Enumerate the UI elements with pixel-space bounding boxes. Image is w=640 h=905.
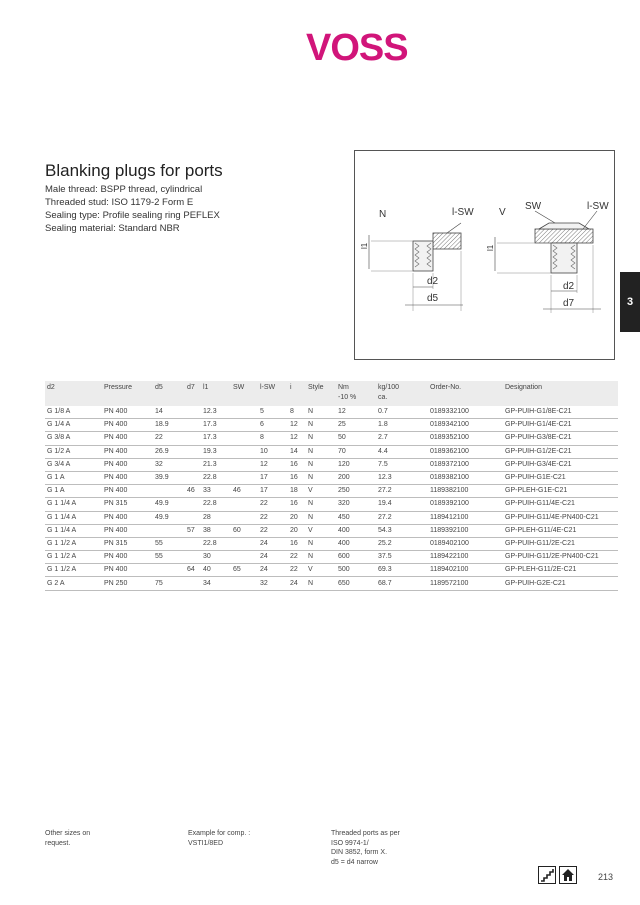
table-cell — [231, 471, 258, 484]
column-header: SW — [231, 381, 258, 406]
table-cell: 20 — [288, 511, 306, 524]
table-cell: 250 — [336, 485, 376, 498]
table-cell: 57 — [185, 524, 201, 537]
table-cell: 22 — [258, 524, 288, 537]
label-v: V — [499, 207, 506, 218]
table-cell: 1189392100 — [428, 524, 503, 537]
table-row — [45, 537, 618, 550]
table-cell: 65 — [231, 564, 258, 577]
table-cell: 22 — [258, 511, 288, 524]
table-cell: PN 400 — [102, 432, 153, 445]
table-cell: 55 — [153, 537, 185, 550]
table-cell — [185, 577, 201, 590]
table-cell — [231, 445, 258, 458]
table-cell: 22.8 — [201, 471, 231, 484]
table-cell: N — [306, 551, 336, 564]
table-cell: G 1 1/2 A — [45, 537, 102, 550]
table-row — [45, 551, 618, 564]
spec-sealing-type: Sealing type: Profile sealing ring PEFLEX — [45, 210, 220, 221]
table-cell — [185, 458, 201, 471]
table-cell: 68.7 — [376, 577, 428, 590]
table-cell: 39.9 — [153, 471, 185, 484]
table-cell: N — [306, 406, 336, 419]
column-header: kg/100 ca. — [376, 381, 428, 406]
label-l1-n: l1 — [360, 242, 369, 249]
table-cell: G 1 1/2 A — [45, 551, 102, 564]
table-cell: 18.9 — [153, 419, 185, 432]
table-cell: 46 — [185, 485, 201, 498]
table-cell: PN 400 — [102, 406, 153, 419]
table-cell: G 3/4 A — [45, 458, 102, 471]
table-row — [45, 511, 618, 524]
table-cell: 2.7 — [376, 432, 428, 445]
table-cell: 24 — [258, 551, 288, 564]
table-cell: PN 400 — [102, 551, 153, 564]
table-cell: G 1 1/4 A — [45, 511, 102, 524]
table-cell: N — [306, 432, 336, 445]
column-header: d5 — [153, 381, 185, 406]
table-cell: 450 — [336, 511, 376, 524]
table-cell: GP-PUIH-G11/2E-PN400-C21 — [503, 551, 618, 564]
table-cell: 400 — [336, 537, 376, 550]
table-cell: N — [306, 458, 336, 471]
table-row — [45, 432, 618, 445]
home-icon[interactable] — [559, 866, 577, 884]
table-cell: 0189352100 — [428, 432, 503, 445]
column-header: Pressure — [102, 381, 153, 406]
table-row — [45, 498, 618, 511]
table-cell: GP-PUIH-G11/4E-C21 — [503, 498, 618, 511]
table-cell: 69.3 — [376, 564, 428, 577]
table-cell: 28 — [201, 511, 231, 524]
table-cell: GP-PUIH-G1/2E-C21 — [503, 445, 618, 458]
table-cell: GP-PLEH-G11/2E-C21 — [503, 564, 618, 577]
table-cell: PN 400 — [102, 458, 153, 471]
table-cell: 16 — [288, 537, 306, 550]
table-cell: 16 — [288, 471, 306, 484]
table-cell: G 2 A — [45, 577, 102, 590]
table-cell: GP-PUIH-G11/2E-C21 — [503, 537, 618, 550]
table-cell: 8 — [258, 432, 288, 445]
table-cell: 26.9 — [153, 445, 185, 458]
column-header: l-SW — [258, 381, 288, 406]
table-cell: 25.2 — [376, 537, 428, 550]
table-cell: G 3/8 A — [45, 432, 102, 445]
column-header: Order-No. — [428, 381, 503, 406]
table-cell: GP-PUIH-G1E-C21 — [503, 471, 618, 484]
table-cell: 24 — [258, 537, 288, 550]
table-cell — [185, 511, 201, 524]
table-row — [45, 564, 618, 577]
label-d7: d7 — [563, 298, 575, 309]
table-row — [45, 471, 618, 484]
table-cell: G 1/4 A — [45, 419, 102, 432]
table-cell: 16 — [288, 458, 306, 471]
table-cell: N — [306, 419, 336, 432]
table-cell: 37.5 — [376, 551, 428, 564]
label-lsw-v: l-SW — [587, 201, 609, 212]
table-cell — [231, 419, 258, 432]
table-cell: PN 400 — [102, 485, 153, 498]
table-cell: PN 400 — [102, 524, 153, 537]
table-cell: GP-PUIH-G3/8E-C21 — [503, 432, 618, 445]
table-row — [45, 419, 618, 432]
table-cell: GP-PLEH-G11/4E-C21 — [503, 524, 618, 537]
table-cell: N — [306, 511, 336, 524]
page-number: 213 — [598, 872, 614, 882]
table-cell — [231, 511, 258, 524]
table-cell: 0189382100 — [428, 471, 503, 484]
table-cell: PN 250 — [102, 577, 153, 590]
table-cell: 22.8 — [201, 537, 231, 550]
table-cell — [231, 537, 258, 550]
table-cell: 12 — [336, 406, 376, 419]
table-cell: PN 400 — [102, 445, 153, 458]
technical-drawing — [354, 150, 615, 360]
drawing-svg — [355, 151, 616, 361]
table-cell: G 1/8 A — [45, 406, 102, 419]
table-cell: 64 — [185, 564, 201, 577]
table-cell — [231, 498, 258, 511]
table-cell: 19.4 — [376, 498, 428, 511]
table-cell: 8 — [288, 406, 306, 419]
footer-note-example: Example for comp. : VSTI1/8ED — [188, 830, 251, 847]
table-row — [45, 406, 618, 419]
page-title: Blanking plugs for ports — [45, 161, 223, 181]
table-cell: PN 400 — [102, 419, 153, 432]
table-cell: 19.3 — [201, 445, 231, 458]
footer-note-ports: Threaded ports as per ISO 9974-1/ DIN 3852, form X. d5 = d4 narrow — [331, 830, 400, 866]
table-cell: 14 — [153, 406, 185, 419]
table-cell: 18 — [288, 485, 306, 498]
table-cell: 200 — [336, 471, 376, 484]
table-cell — [185, 445, 201, 458]
table-cell: 1189422100 — [428, 551, 503, 564]
spec-male-thread: Male thread: BSPP thread, cylindrical — [45, 184, 203, 195]
table-cell — [153, 524, 185, 537]
table-cell: 0189392100 — [428, 498, 503, 511]
column-header: Nm -10 % — [336, 381, 376, 406]
table-cell: G 1 A — [45, 485, 102, 498]
table-cell: 22.8 — [201, 498, 231, 511]
table-cell: 12 — [288, 419, 306, 432]
table-cell: 0189402100 — [428, 537, 503, 550]
table-cell — [153, 485, 185, 498]
plug-n-drawing — [369, 223, 463, 311]
table-cell: 17 — [258, 471, 288, 484]
table-cell: GP-PUIH-G11/4E-PN400-C21 — [503, 511, 618, 524]
column-header: d7 — [185, 381, 201, 406]
table-cell: 5 — [258, 406, 288, 419]
table-cell: N — [306, 445, 336, 458]
table-cell: 38 — [201, 524, 231, 537]
product-table — [45, 381, 618, 591]
table-cell: 1189402100 — [428, 564, 503, 577]
table-cell: 14 — [288, 445, 306, 458]
table-row — [45, 577, 618, 590]
table-cell: 60 — [231, 524, 258, 537]
table-cell: 20 — [288, 524, 306, 537]
table-cell: G 1/2 A — [45, 445, 102, 458]
table-cell: GP-PLEH-G1E-C21 — [503, 485, 618, 498]
table-cell: 30 — [201, 551, 231, 564]
label-sw: SW — [525, 201, 542, 212]
table-cell: 4.4 — [376, 445, 428, 458]
table-cell: 12 — [258, 458, 288, 471]
table-cell — [231, 458, 258, 471]
table-cell: 0189362100 — [428, 445, 503, 458]
table-header-row — [45, 381, 618, 406]
table-cell: 22 — [288, 564, 306, 577]
table-cell: V — [306, 564, 336, 577]
table-cell — [231, 577, 258, 590]
table-cell: 33 — [201, 485, 231, 498]
label-d2-n: d2 — [427, 276, 439, 287]
table-cell: PN 400 — [102, 471, 153, 484]
table-cell: 1189382100 — [428, 485, 503, 498]
column-header: Designation — [503, 381, 618, 406]
spec-list — [45, 183, 220, 235]
table-cell: N — [306, 498, 336, 511]
table-cell: 49.9 — [153, 511, 185, 524]
table-cell: 0189342100 — [428, 419, 503, 432]
table-cell: 22 — [288, 551, 306, 564]
table-cell: 22 — [258, 498, 288, 511]
table-cell: N — [306, 577, 336, 590]
table-cell: G 1 1/2 A — [45, 564, 102, 577]
table-cell: 17.3 — [201, 419, 231, 432]
table-cell: 120 — [336, 458, 376, 471]
nav-icons — [538, 866, 577, 884]
table-cell — [153, 564, 185, 577]
table-body — [45, 406, 618, 590]
table-cell: 1189412100 — [428, 511, 503, 524]
table-cell — [231, 551, 258, 564]
spec-sealing-material: Sealing material: Standard NBR — [45, 223, 180, 234]
table-cell: G 1 1/4 A — [45, 524, 102, 537]
table-cell: 40 — [201, 564, 231, 577]
table-cell: 12.3 — [376, 471, 428, 484]
table-cell — [185, 471, 201, 484]
column-header: i — [288, 381, 306, 406]
table-cell: 54.3 — [376, 524, 428, 537]
stairs-icon[interactable] — [538, 866, 556, 884]
label-d5: d5 — [427, 293, 439, 304]
table-cell: 16 — [288, 498, 306, 511]
table-cell: GP-PUIH-G1/8E-C21 — [503, 406, 618, 419]
table-cell: 24 — [258, 564, 288, 577]
table-cell: 75 — [153, 577, 185, 590]
table-cell: 400 — [336, 524, 376, 537]
label-lsw-n: l-SW — [452, 207, 474, 218]
table-cell: 22 — [153, 432, 185, 445]
table-cell: GP-PUIH-G2E-C21 — [503, 577, 618, 590]
label-l1-v: l1 — [486, 244, 495, 251]
table-cell: N — [306, 471, 336, 484]
table-row — [45, 458, 618, 471]
table-cell — [231, 432, 258, 445]
table-cell: GP-PUIH-G3/4E-C21 — [503, 458, 618, 471]
table-cell: GP-PUIH-G1/4E-C21 — [503, 419, 618, 432]
table-cell: PN 315 — [102, 498, 153, 511]
table-cell: 1189572100 — [428, 577, 503, 590]
table-cell: 21.3 — [201, 458, 231, 471]
table-cell: 12.3 — [201, 406, 231, 419]
table-cell — [185, 537, 201, 550]
table-cell: N — [306, 537, 336, 550]
column-header: l1 — [201, 381, 231, 406]
table-cell: 0189372100 — [428, 458, 503, 471]
table-cell: 6 — [258, 419, 288, 432]
table-cell: 50 — [336, 432, 376, 445]
table-cell: 17 — [258, 485, 288, 498]
table-cell: 27.2 — [376, 511, 428, 524]
table-cell — [185, 551, 201, 564]
table-cell: 600 — [336, 551, 376, 564]
label-d2-v: d2 — [563, 281, 575, 292]
table-cell: 32 — [258, 577, 288, 590]
spec-threaded-stud: Threaded stud: ISO 1179-2 Form E — [45, 197, 194, 208]
table-cell: 32 — [153, 458, 185, 471]
section-tab[interactable]: 3 — [620, 272, 640, 332]
column-header: Style — [306, 381, 336, 406]
table-cell: 320 — [336, 498, 376, 511]
table-cell: 500 — [336, 564, 376, 577]
table-cell: G 1 A — [45, 471, 102, 484]
table-cell: 10 — [258, 445, 288, 458]
table-cell: 34 — [201, 577, 231, 590]
table-cell: 55 — [153, 551, 185, 564]
table-cell: 12 — [288, 432, 306, 445]
table-cell: 24 — [288, 577, 306, 590]
table-cell — [231, 406, 258, 419]
table-cell — [185, 419, 201, 432]
label-n: N — [379, 209, 387, 220]
table-row — [45, 445, 618, 458]
table-cell: PN 400 — [102, 564, 153, 577]
table-cell: PN 315 — [102, 537, 153, 550]
footer-note-sizes: Other sizes on request. — [45, 830, 91, 847]
table-cell — [185, 406, 201, 419]
table-cell: 1.8 — [376, 419, 428, 432]
table-cell: 0.7 — [376, 406, 428, 419]
table-cell: 7.5 — [376, 458, 428, 471]
table-cell: 17.3 — [201, 432, 231, 445]
table-cell: 0189332100 — [428, 406, 503, 419]
table-cell: 70 — [336, 445, 376, 458]
table-cell: 49.9 — [153, 498, 185, 511]
table-cell: 46 — [231, 485, 258, 498]
table-cell: 650 — [336, 577, 376, 590]
table-cell: V — [306, 485, 336, 498]
table-cell — [185, 498, 201, 511]
table-cell: 25 — [336, 419, 376, 432]
voss-logo: VOSS — [306, 27, 408, 69]
column-header: d2 — [45, 381, 102, 406]
table-cell — [185, 432, 201, 445]
table-row — [45, 485, 618, 498]
table-cell: 27.2 — [376, 485, 428, 498]
table-cell: G 1 1/4 A — [45, 498, 102, 511]
plug-v-drawing — [495, 211, 601, 313]
table-row — [45, 524, 618, 537]
table-cell: PN 400 — [102, 511, 153, 524]
table-cell: V — [306, 524, 336, 537]
